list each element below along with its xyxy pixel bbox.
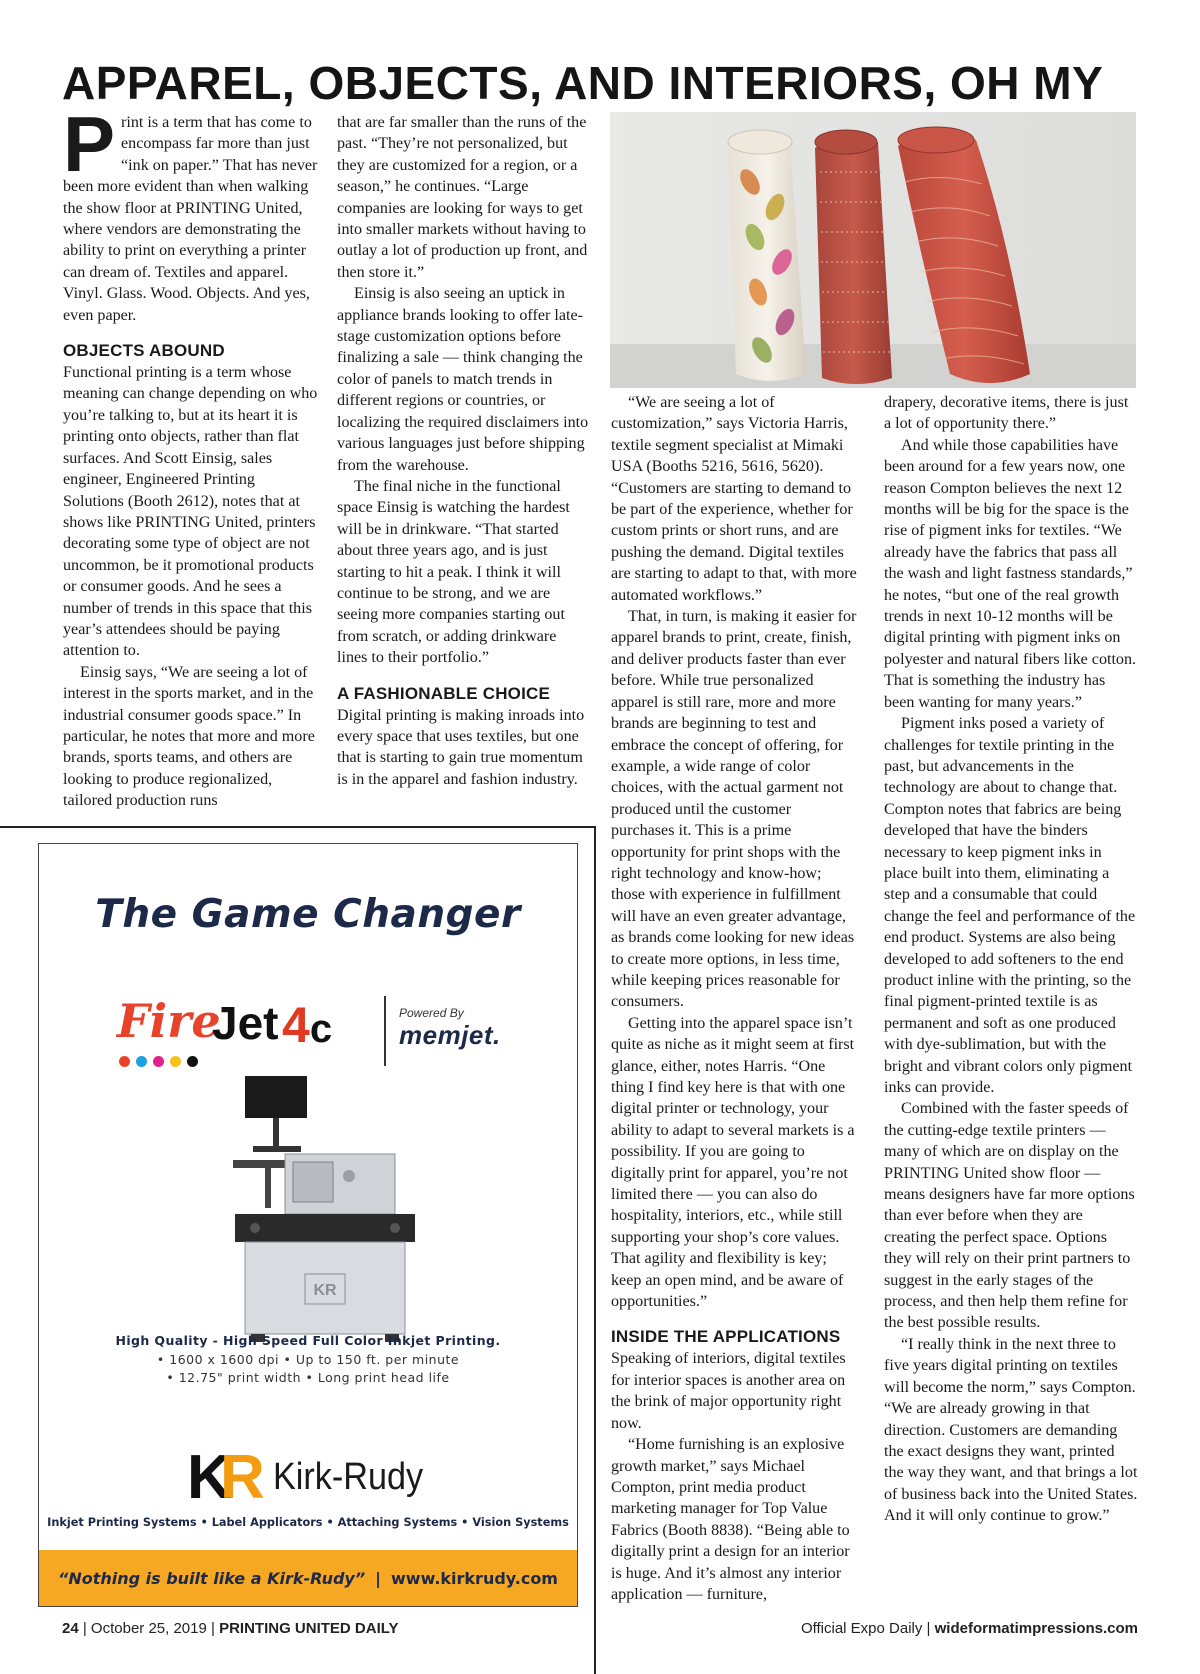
brand-jet-text: Jet	[212, 997, 279, 1049]
powered-by-label: Powered By	[399, 1006, 464, 1020]
svg-text:KR: KR	[313, 1282, 337, 1299]
ad-feature-title: High Quality - High Speed Full Color Inkjet Printing.	[115, 1333, 501, 1348]
article-paragraph: Combined with the faster speeds of the cutting-edge textile printers — many of which are on display on the PRINTING United show floor — means designers have far more options than ever before when they are creating the perfect space. Options they will rely on their print partners to suggest in the early stages of the process, and then help them refine for the best possible results.	[884, 1100, 1135, 1332]
ad-frame-top-rule	[0, 826, 595, 828]
paragraph-text: rint is a term that has come to encompass far more than just “ink on paper.” That has never been more evident than when walking the show floor at PRINTING United, where vendors are demonstrating the ability to print on everything a printer can dream of. Textiles and apparel. Vinyl. Glass. Wood. Objects. And yes, even paper.	[63, 114, 318, 324]
kr-mark-k: K	[187, 1443, 226, 1512]
article-headline: APPAREL, OBJECTS, AND INTERIORS, OH MY	[62, 57, 1104, 109]
firejet-logo	[117, 994, 537, 1074]
page-footer-right	[801, 1620, 1138, 1637]
article-paragraph: Functional printing is a term whose meaning can change depending on who you’re talking to, but at its heart it is printing onto objects, rather than flat surfaces. And Scott Einsig, sales engineer, Engineered Printing Solutions (Booth 2612), notes that at shows like PRINTING United, printers decorating some type of object are not uncommon, be it promotional products or consumer goods. And he sees a number of trends in this space that this year’s attendees should be paying attention to.	[63, 364, 318, 660]
section-heading: INSIDE THE APPLICATIONS	[611, 1327, 841, 1347]
footer-website-link[interactable]: wideformatimpressions.com	[934, 1620, 1138, 1637]
ad-tagline-separator: |	[375, 1568, 381, 1588]
article-paragraph: That, in turn, is making it easier for apparel brands to print, create, finish, and deliver products faster than ever before. While true personalized apparel is still rare, more and more brands are beginning to test and embrace the concept of offering, for example, a wide range of color choices, with the actual garment not produced until the customer purchases it. This is a prime opportunity for print shops with the right technology and know-how; those with experience in fulfillment will have an even greater advantage, as brands come looking for new ideas to create more options, in less time, while keeping prices reasonable for consumers.	[611, 608, 857, 1011]
logo-divider	[384, 996, 386, 1066]
drop-cap: P	[63, 100, 116, 188]
ad-product-list: Inkjet Printing Systems • Label Applicators • Attaching Systems • Vision Systems	[47, 1516, 569, 1529]
brand-4-digit: 4	[282, 997, 310, 1053]
kirk-rudy-logo[interactable]	[187, 1442, 447, 1512]
publication-name: PRINTING UNITED DAILY	[219, 1620, 399, 1637]
article-column-4	[884, 392, 1138, 1527]
inkjet-printer-machine-image	[225, 1074, 425, 1344]
issue-date: | October 25, 2019 |	[82, 1620, 215, 1637]
ad-tagline: “Nothing is built like a Kirk-Rudy”	[58, 1568, 366, 1588]
fabric-rolls-illustration	[610, 112, 1136, 388]
article-paragraph: drapery, decorative items, there is just a lot of opportunity there.”	[884, 394, 1129, 433]
brand-c-letter: c	[309, 1007, 333, 1051]
brand-fire-text: Fire	[117, 994, 221, 1048]
article-paragraph: The final niche in the functional space Einsig is watching the hardest will be in drinkware. “That started about three years ago, and is just starting to hit a peak. I think it will continue to be strong, and we are seeing more companies starting out from scratch, or adding drinkware lines to their portfolio.”	[337, 477, 570, 667]
cmyk-dots-icon	[119, 1054, 204, 1072]
ad-tagline-band[interactable]	[39, 1550, 577, 1606]
section-heading: OBJECTS ABOUND	[63, 341, 225, 361]
brand-4c-text	[282, 996, 332, 1054]
fabric-rolls-photo	[610, 112, 1136, 388]
article-paragraph: Pigment inks posed a variety of challenges for textile printing in the past, but advancements in the technology are about to change that. Compton notes that fabrics are being developed that have the binders necessary to keep pigment inks in place built into them, eliminating a step and a consumable that could change the feel and performance of the end product. Systems are also being developed to add softeners to the end product inline with the printing, so the final pigment-printed textile is as permanent and soft as one produced with dye-sublimation, but with the bright and vibrant colors only pigment inks can provide.	[884, 715, 1136, 1096]
article-paragraph: Einsig says, “We are seeing a lot of interest in the sports market, and in the industrial consumer goods space.” In particular, he notes that more and more brands, sports teams, and others are looking to produce regionalized, tailored production runs	[63, 663, 315, 810]
kirk-rudy-advertisement[interactable]	[38, 843, 578, 1607]
article-paragraph: that are far smaller than the runs of the past. “They’re not personalized, but they are customized for a region, or a season,” he continues. “Large companies are looking for ways to get into smaller markets without having to outlay a lot of production up front, and then store it.”	[337, 114, 588, 281]
page-footer-left	[62, 1620, 399, 1637]
ad-feature-specs-2: • 12.75" print width • Long print head life	[166, 1370, 450, 1385]
kr-mark-r: R	[220, 1443, 265, 1512]
page-number: 24	[62, 1620, 79, 1637]
section-heading: A FASHIONABLE CHOICE	[337, 683, 551, 703]
article-paragraph: Digital printing is making inroads into every space that uses textiles, but one that is starting to gain true momentum is in the apparel and fashion industry.	[337, 706, 585, 788]
expo-label: Official Expo Daily |	[800, 1620, 931, 1637]
kirk-rudy-wordmark: Kirk-Rudy	[273, 1456, 424, 1498]
article-paragraph: Speaking of interiors, digital textiles for interior spaces is another area on the brink of major opportunity right now.	[611, 1350, 846, 1432]
article-paragraph	[63, 100, 318, 326]
memjet-logo-text: memjet.	[399, 1020, 501, 1050]
article-paragraph: “We are seeing a lot of customization,” says Victoria Harris, textile segment specialist at Mimaki USA (Booths 5216, 5616, 5620). “Customers are starting to demand to be part of the experience, whether for custom prints or short runs, and are pushing the demand. Digital textiles are starting to adapt to that, with more automated workflows.”	[611, 394, 857, 604]
article-paragraph: “I really think in the next three to five years digital printing on textiles will become the norm,” says Compton. “We are already growing in that direction. Customers are demanding the exact designs they want, printed the way they want, and that brings a lot of business back into the United States. And it will only continue to grow.”	[884, 1335, 1138, 1525]
article-paragraph: Einsig is also seeing an uptick in appliance brands looking to offer late-stage customization options before finalizing a sale — think changing the color of panels to match trends in different regions or countries, or localizing the required disclaimers into various languages just before shipping from the warehouse.	[337, 285, 589, 474]
article-paragraph: “Home furnishing is an explosive growth market,” says Michael Compton, print media product marketing manager for Top Value Fabrics (Booth 8838). “Being able to digitally print a design for an interior is huge. And it’s almost any interior application — furniture,	[611, 1436, 850, 1603]
article-column-2	[337, 112, 590, 790]
ad-website-link[interactable]: www.kirkrudy.com	[391, 1568, 558, 1588]
ad-feature-specs-1: • 1600 x 1600 dpi • Up to 150 ft. per minute	[156, 1352, 460, 1367]
ad-frame-right-rule	[594, 826, 596, 1674]
ad-title: The Game Changer	[95, 892, 521, 937]
article-column-3	[611, 392, 857, 1605]
article-paragraph: Getting into the apparel space isn’t quite as niche as it might seem at first glance, either, notes Harris. “One thing I find key here is that with one digital printer or technology, your ability to adapt to several markets is a possibility. If you are going to digitally print for apparel, you’re not limited there — you can also do hospitality, interiors, etc., while still supporting your shop’s core values. That agility and flexibility is key; keep an open mind, and be aware of opportunities.”	[611, 1014, 855, 1311]
article-column-1	[63, 100, 318, 812]
article-paragraph: And while those capabilities have been around for a few years now, one reason Compton believes the next 12 months will be big for the space is the rise of pigment inks for textiles. “We already have the fabrics that pass all the wash and light fastness standards,” he notes, “but one of the real growth trends in next 10-12 months will be digital printing with pigment inks on polyester and natural fibers like cotton. That is something the industry has been wanting for many years.”	[884, 436, 1137, 711]
